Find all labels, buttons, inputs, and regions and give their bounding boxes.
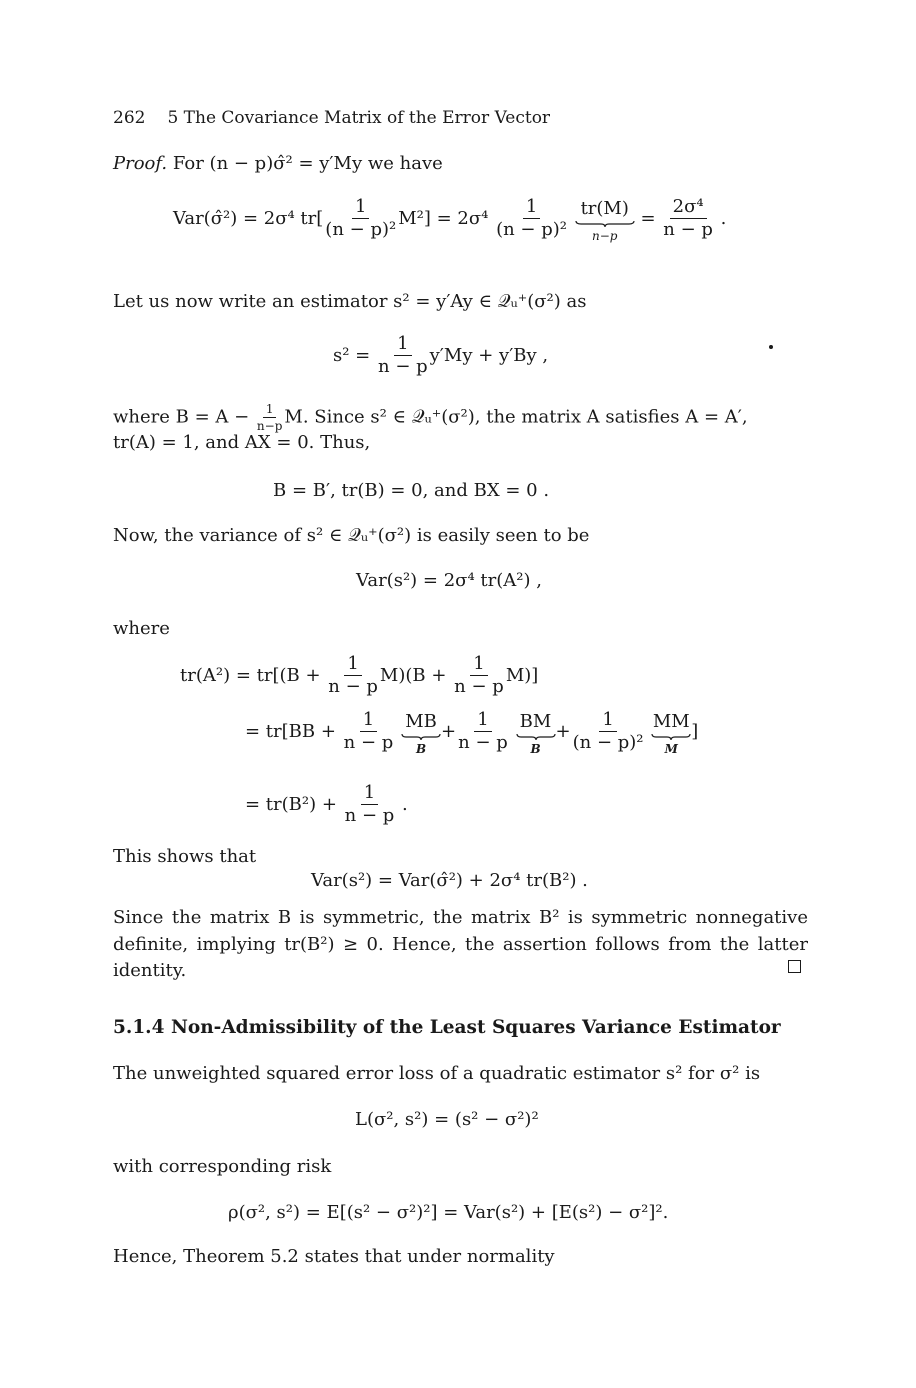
paragraph-theorem: Hence, Theorem 5.2 states that under normality [113, 1246, 555, 1267]
fraction: $\frac{1}{\text{(n − p)²}}$ [572, 709, 644, 753]
fraction: $\frac{1}{n - p}$ [454, 653, 504, 697]
paragraph-loss: The unweighted squared error loss of a quadratic estimator s² for σ² is [113, 1063, 761, 1084]
paragraph-risk: with corresponding risk [113, 1156, 332, 1177]
underbrace-trM: tr(M) n−p [575, 198, 635, 243]
fraction: $\frac{1}{\text{(n − p)²}}$ [496, 196, 567, 240]
fraction: $\frac{1}{n - p}$ [343, 709, 394, 753]
equation-s2: s² = $\frac{1}{n - p}$ y′My + y′By , [333, 333, 549, 377]
paragraph-variance: Now, the variance of s² ∈ 𝒬ᵤ⁺(σ²) is easily seen to be [113, 525, 590, 546]
paragraph-where-B-line2: tr(A) = 1, and AX = 0. Thus, [113, 432, 371, 453]
underbrace-icon [575, 220, 635, 228]
equation-risk: ρ(σ², s²) = E[(s² − σ²)²] = Var(s²) + [E(s²) − σ²]². [228, 1202, 669, 1223]
fraction: $\frac{1}{n - p}$ [328, 653, 378, 697]
running-header [113, 108, 550, 128]
fraction: $\frac{\text{2σ⁴}}{n - p}$ [663, 196, 713, 240]
eq-var-mid: M²] = 2σ⁴ [398, 207, 489, 229]
underbrace-icon [516, 733, 556, 741]
paragraph-shows: This shows that [113, 846, 257, 867]
fraction: $\frac{1}{n - p}$ [458, 709, 508, 753]
equation-var-s2: Var(s²) = 2σ⁴ tr(A²) , [356, 570, 542, 591]
equation-trA2-line2: = tr[BB + $\frac{1}{n - p}$ MB B + $\frac{1}{n - p}$ BM B + $\frac{1}{\text{(n − p)²}}$ MM M ] [245, 709, 699, 756]
equation-trA2-line3: = tr(B²) + $\frac{1}{n - p}$ . [245, 782, 408, 826]
underbrace-icon [651, 733, 691, 741]
qed-square-icon [788, 960, 801, 973]
underbrace-MM: MM M [652, 711, 690, 756]
page-number: 262 [113, 108, 146, 128]
equation-var-sigma-hat: Var(σ̂²) = 2σ⁴ tr[ $\frac{1}{\text{(n − p)²}}$ M²] = 2σ⁴ $\frac{1}{\text{(n − p)²}}$ tr(M) n−p = $\frac{\text{2σ⁴}}{n - p}$ . [173, 196, 727, 243]
paragraph-symmetric: Since the matrix B is symmetric, the matrix B² is symmetric nonnegative definite, implying tr(B²) ≥ 0. Hence, the assertion follows from the latter identity. [113, 907, 808, 981]
stray-dot [769, 345, 773, 349]
underbrace-BM: BM B [516, 711, 556, 756]
proof-intro [113, 151, 805, 178]
fraction: $\frac{1}{n-p}$ [256, 402, 283, 433]
equation-loss: L(σ², s²) = (s² − σ²)² [355, 1109, 539, 1130]
fraction: $\frac{1}{n - p}$ [378, 333, 428, 377]
section-title: Non-Admissibility of the Least Squares Variance Estimator [170, 1017, 781, 1038]
fraction: $\frac{1}{\text{(n − p)²}}$ [325, 196, 397, 240]
underbrace-icon [401, 733, 441, 741]
fraction: $\frac{1}{n - p}$ [344, 782, 395, 826]
equation-trA2-line1: tr(A²) = tr[(B + $\frac{1}{n - p}$ M)(B + $\frac{1}{n - p}$ M)] [180, 653, 539, 697]
equation-var-relation: Var(s²) = Var(σ̂²) + 2σ⁴ tr(B²) . [311, 870, 588, 891]
paragraph-where-B-line1: where B = A − $\frac{1}{n-p}$ M. Since s² ∈ 𝒬ᵤ⁺(σ²), the matrix A satisfies A = A′, [113, 402, 748, 433]
section-number: 5.1.4 [113, 1017, 165, 1038]
where-label: where [113, 618, 170, 639]
running-title: 5 The Covariance Matrix of the Error Vector [167, 108, 551, 128]
equation-B-properties: B = B′, tr(B) = 0, and BX = 0 . [273, 480, 550, 501]
paragraph-estimator: Let us now write an estimator s² = y′Ay ∈ 𝒬ᵤ⁺(σ²) as [113, 291, 587, 312]
eq-var-lhs: Var(σ̂²) = 2σ⁴ tr[ [173, 207, 324, 229]
section-heading [113, 1015, 813, 1042]
proof-label: Proof. [113, 153, 168, 174]
proof-intro-text: For (n − p)σ̂² = y′My we have [172, 153, 443, 174]
underbrace-MB: MB B [401, 711, 441, 756]
